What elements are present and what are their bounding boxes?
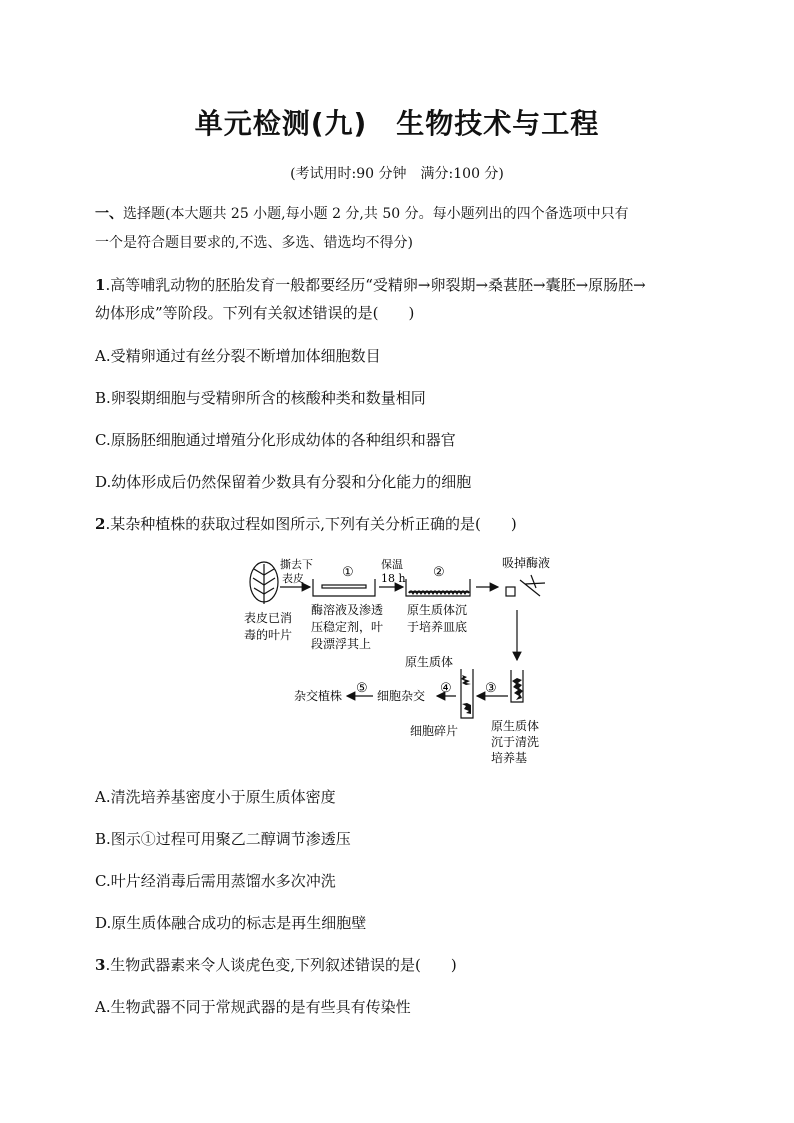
q2-stem-text: .某杂种植株的获取过程如图所示,下列有关分析正确的是( ) bbox=[105, 515, 517, 533]
leaf-label-1: 表皮已消 bbox=[244, 611, 293, 625]
q1-stem-text: .高等哺乳动物的胚胎发育一般都要经历“受精卵→卵裂期→桑葚胚→囊胚→原肠胚→ bbox=[105, 276, 646, 294]
q2-option-b: B.图示①过程可用聚乙二醇调节渗透压 bbox=[95, 830, 351, 848]
debris-label: 细胞碎片 bbox=[410, 724, 459, 738]
hybrid-label: 杂交植株 bbox=[294, 689, 343, 703]
step2-note-2: 于培养皿底 bbox=[407, 620, 468, 634]
q1-number: 1 bbox=[95, 276, 106, 294]
q2-option-a: A.清洗培养基密度小于原生质体密度 bbox=[95, 788, 336, 806]
q1-option-c: C.原肠胚细胞通过增殖分化形成幼体的各种组织和器官 bbox=[95, 431, 456, 449]
dish-1-icon bbox=[313, 579, 375, 596]
q3-option-a: A.生物武器不同于常规武器的是有些具有传染性 bbox=[95, 998, 411, 1016]
wash-tube-icon bbox=[511, 670, 523, 702]
step-4-marker: ④ bbox=[440, 681, 452, 696]
gradient-tube-icon bbox=[461, 669, 473, 718]
step1-note-1: 酶溶液及渗透 bbox=[311, 603, 384, 617]
protoplast-label: 原生质体 bbox=[405, 655, 454, 669]
step1-note-2: 压稳定剂，叶 bbox=[311, 620, 384, 634]
arrow2-label-1: 保温 bbox=[381, 558, 403, 571]
arrow1-label-2: 表皮 bbox=[282, 572, 304, 585]
step2-note-1: 原生质体沉 bbox=[407, 603, 468, 617]
exam-info: (考试用时:90 分钟 满分:100 分) bbox=[290, 166, 504, 182]
q2-option-d: D.原生质体融合成功的标志是再生细胞壁 bbox=[95, 914, 367, 932]
dish-2-icon bbox=[406, 579, 470, 596]
leaf-label-2: 毒的叶片 bbox=[244, 628, 293, 642]
section-heading-line1: 选择题(本大题共 25 小题,每小题 2 分,共 50 分。每小题列出的四个备选项中只有 bbox=[123, 206, 629, 222]
step-5-marker: ⑤ bbox=[356, 681, 368, 696]
step-1-marker: ① bbox=[342, 565, 354, 580]
step-2-marker: ② bbox=[433, 565, 445, 580]
step1-note-3: 段漂浮其上 bbox=[311, 637, 372, 651]
arrow2-label-2: 18 h bbox=[381, 572, 406, 585]
q1-option-a: A.受精卵通过有丝分裂不断增加体细胞数目 bbox=[95, 347, 381, 365]
q3-stem-text: .生物武器素来令人谈虎色变,下列叙述错误的是( ) bbox=[105, 956, 457, 974]
q1-option-d: D.幼体形成后仍然保留着少数具有分裂和分化能力的细胞 bbox=[95, 473, 472, 491]
q1-stem-line2: 幼体形成”等阶段。下列有关叙述错误的是( ) bbox=[95, 304, 415, 322]
q3-number: 3 bbox=[95, 956, 106, 974]
page-title: 单元检测(九) 生物技术与工程 bbox=[194, 107, 600, 140]
q1-option-b: B.卵裂期细胞与受精卵所含的核酸种类和数量相同 bbox=[95, 389, 426, 407]
section-number: 一、 bbox=[95, 206, 123, 222]
suction-label: 吸掉酶液 bbox=[502, 556, 551, 570]
section-heading-line2: 一个是符合题目要求的,不选、多选、错选均不得分) bbox=[95, 235, 413, 251]
step-3-marker: ③ bbox=[485, 681, 497, 696]
pipette-icon bbox=[506, 575, 545, 596]
fusion-label: 细胞杂交 bbox=[377, 689, 426, 703]
tube-note-1: 原生质体 bbox=[491, 719, 540, 733]
q2-option-c: C.叶片经消毒后需用蒸馏水多次冲洗 bbox=[95, 872, 336, 890]
q3-stem bbox=[95, 951, 457, 979]
q2-number: 2 bbox=[95, 515, 106, 533]
leaf-icon bbox=[250, 562, 278, 604]
tube-note-3: 培养基 bbox=[491, 751, 528, 765]
arrow1-label-1: 撕去下 bbox=[280, 558, 313, 571]
tube-note-2: 沉于清洗 bbox=[491, 735, 540, 749]
